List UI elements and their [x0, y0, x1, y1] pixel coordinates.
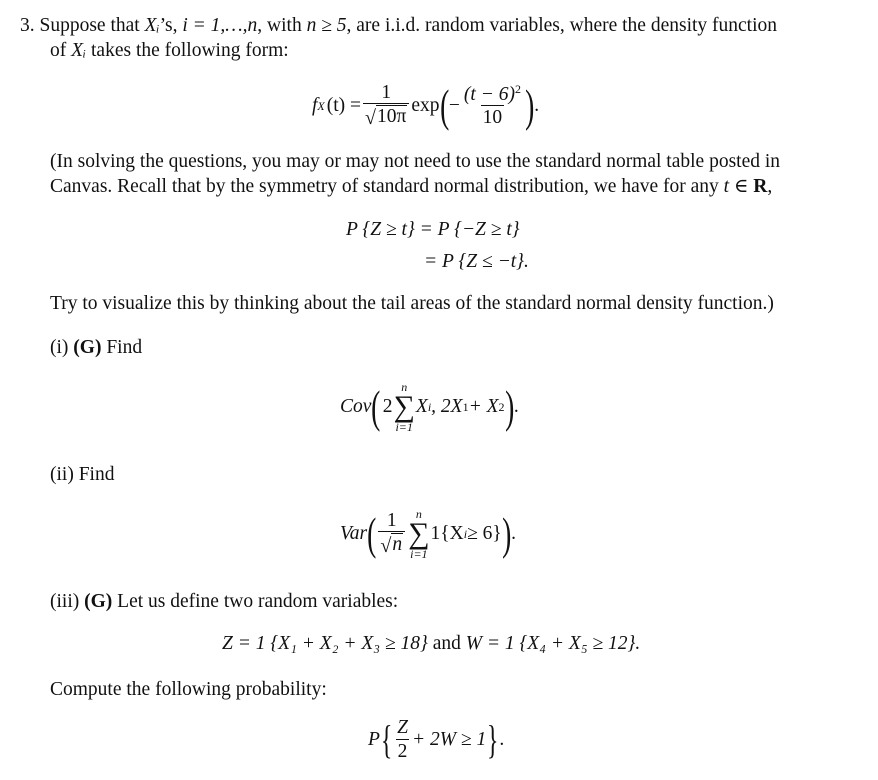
index-range: i = 1,…,n	[182, 15, 258, 36]
part-iii-probability: P { $\frac{Z}{2}$ + 2W ≥ 1 } .	[368, 717, 505, 762]
symmetry-equation-2: = P {Z ≤ −t}.	[424, 251, 529, 272]
density-coefficient: 1 √ 10π	[363, 82, 409, 130]
summation-symbol: n ∑ i=1	[408, 506, 430, 562]
part-i-formula: Cov ( 2 n ∑ i=1 X i , 2X 1 + X 2 ) .	[340, 379, 519, 435]
var-xi: Xᵢ	[144, 15, 160, 36]
problem-intro-line1: 3. Suppose that Xᵢ’s, i = 1,…,n, with n ≥ 5, are i.i.d. random variables, where the density function	[20, 15, 778, 36]
note-line2: Canvas. Recall that by the symmetry of standard normal distribution, we have for any t ∈ R,	[50, 176, 773, 197]
part-ii-label: (ii) Find	[50, 464, 115, 485]
note-line3: Try to visualize this by thinking about the tail areas of the standard normal density function.)	[50, 293, 774, 314]
part-iii-compute: Compute the following probability:	[50, 679, 327, 700]
problem-number: 3.	[20, 15, 35, 36]
exponent-fraction: $\frac{(t - 6)^2}{10}$	[463, 81, 521, 128]
part-ii-formula: Var ( 1 √ n n ∑ i=1 1{X i ≥ 6} ) .	[340, 506, 516, 562]
sqrt-symbol: √ 10π	[365, 106, 407, 129]
sqrt-symbol: √ n	[380, 534, 403, 557]
density-formula: f X (t) = 1 √ 10π exp ( − $\frac{(t - 6)^2}{10}$ ) .	[312, 80, 540, 131]
n-condition: n ≥ 5	[306, 15, 347, 36]
part-iii-label: (iii) (G) Let us define two random variables:	[50, 591, 399, 612]
note-line1: (In solving the questions, you may or may not need to use the standard normal table posted in	[50, 151, 781, 172]
problem-intro-line2: of Xᵢ takes the following form:	[50, 40, 289, 61]
part-iii-definitions: Z = 1 {X₁ + X₂ + X₃ ≥ 18} and W = 1 {X₄ + X₅ ≥ 12}.	[222, 633, 641, 654]
symmetry-equation-1: P {Z ≥ t} = P {−Z ≥ t}	[346, 219, 520, 240]
summation-symbol: n ∑ i=1	[393, 379, 415, 435]
part-i-label: (i) (G) Find	[50, 337, 143, 358]
